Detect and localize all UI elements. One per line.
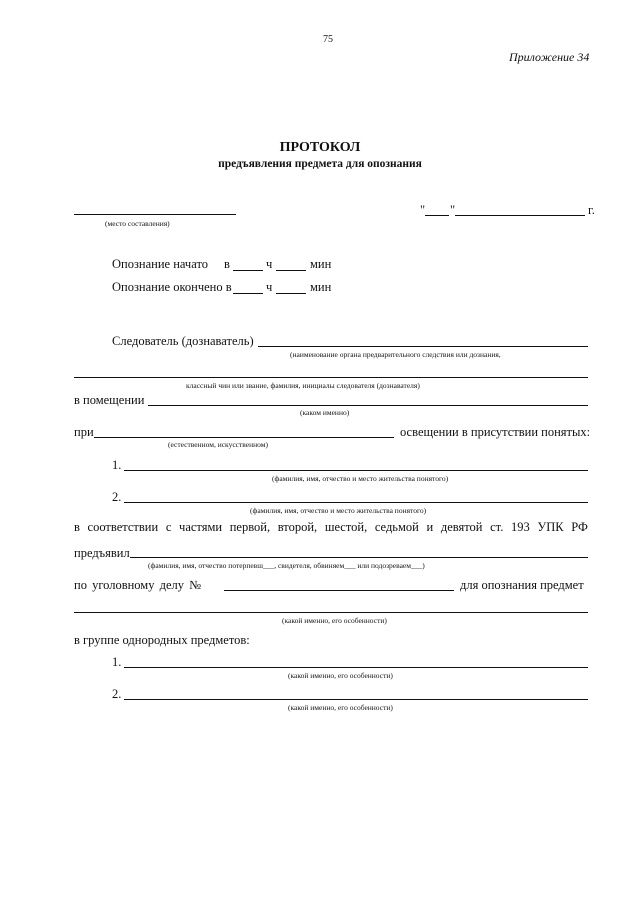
group-item-1-field[interactable] <box>124 667 588 668</box>
start-hours-field[interactable] <box>233 270 263 271</box>
case-suffix: для опознания предмет <box>460 578 584 592</box>
witness-1-number: 1. <box>112 458 122 472</box>
presented-field[interactable] <box>130 557 588 558</box>
place-field[interactable] <box>74 214 236 215</box>
object-description-field[interactable] <box>74 612 588 613</box>
room-hint: (каком именно) <box>300 408 350 417</box>
witness-2-number: 2. <box>112 490 122 504</box>
group-item-2-field[interactable] <box>124 699 588 700</box>
start-minutes-field[interactable] <box>276 270 306 271</box>
law-word: соответствии <box>87 520 159 534</box>
law-word: 193 <box>510 520 530 534</box>
end-minutes-unit: мин <box>310 280 332 294</box>
date-day-field[interactable] <box>425 215 449 216</box>
room-label: в помещении <box>74 393 145 407</box>
law-word: шестой, <box>324 520 368 534</box>
end-minutes-field[interactable] <box>276 293 306 294</box>
start-in: в <box>224 257 230 271</box>
start-hours-unit: ч <box>266 257 273 271</box>
group-item-1-hint: (какой именно, его особенности) <box>288 671 393 680</box>
law-reference <box>74 520 588 535</box>
lighting-prefix: при <box>74 425 94 439</box>
start-minutes-unit: мин <box>310 257 332 271</box>
document-subtitle: предъявления предмета для опознания <box>218 158 422 170</box>
date-quote-close: " <box>450 203 456 217</box>
law-word: и <box>426 520 434 534</box>
law-word: второй, <box>277 520 318 534</box>
law-word: УПК <box>537 520 564 534</box>
presented-label: предъявил <box>74 546 130 560</box>
page-number: 75 <box>323 34 333 45</box>
law-word: с <box>165 520 172 534</box>
witness-1-field[interactable] <box>124 470 588 471</box>
place-hint: (место составления) <box>105 219 170 228</box>
object-description-hint: (какой именно, его особенности) <box>282 616 387 625</box>
year-suffix: г. <box>588 203 595 217</box>
date-month-year-field[interactable] <box>455 215 585 216</box>
lighting-suffix: освещении в присутствии понятых: <box>400 425 591 439</box>
group-item-2-hint: (какой именно, его особенности) <box>288 703 393 712</box>
witness-1-hint: (фамилия, имя, отчество и место жительства понятого) <box>272 474 449 483</box>
investigator-label: Следователь (дознаватель) <box>112 334 254 348</box>
law-word: частями <box>179 520 223 534</box>
date-quote-open: " <box>420 203 426 217</box>
law-word: девятой <box>440 520 483 534</box>
room-field[interactable] <box>148 405 588 406</box>
appendix-label: Приложение 34 <box>509 50 590 64</box>
lighting-hint: (естественном, искусственном) <box>168 440 268 449</box>
law-word: ст. <box>490 520 504 534</box>
start-label: Опознание начато <box>112 257 208 271</box>
law-word: первой, <box>229 520 271 534</box>
investigator-hint-1: (наименование органа предварительного следствия или дознания, <box>290 350 501 359</box>
lighting-field[interactable] <box>94 437 394 438</box>
group-item-2-number: 2. <box>112 687 122 701</box>
group-item-1-number: 1. <box>112 655 122 669</box>
group-label: в группе однородных предметов: <box>74 633 250 647</box>
end-hours-field[interactable] <box>233 293 263 294</box>
end-label: Опознание окончено в <box>112 280 232 294</box>
witness-2-field[interactable] <box>124 502 588 503</box>
document-title: ПРОТОКОЛ <box>279 140 361 155</box>
case-prefix: по уголовному делу № <box>74 578 202 592</box>
witness-2-hint: (фамилия, имя, отчество и место жительства понятого) <box>250 506 427 515</box>
investigator-field[interactable] <box>258 346 588 347</box>
presented-hint: (фамилия, имя, отчество потерпевш___, свидетеля, обвиняем___ или подозреваем___) <box>148 561 425 570</box>
law-word: седьмой <box>374 520 419 534</box>
law-word: в <box>74 520 80 534</box>
investigator-hint-2: классный чин или звание, фамилия, инициалы следователя (дознавателя) <box>186 381 420 390</box>
end-hours-unit: ч <box>266 280 273 294</box>
law-word: РФ <box>571 520 588 534</box>
case-number-field[interactable] <box>224 590 454 591</box>
investigator-field-2[interactable] <box>74 377 588 378</box>
